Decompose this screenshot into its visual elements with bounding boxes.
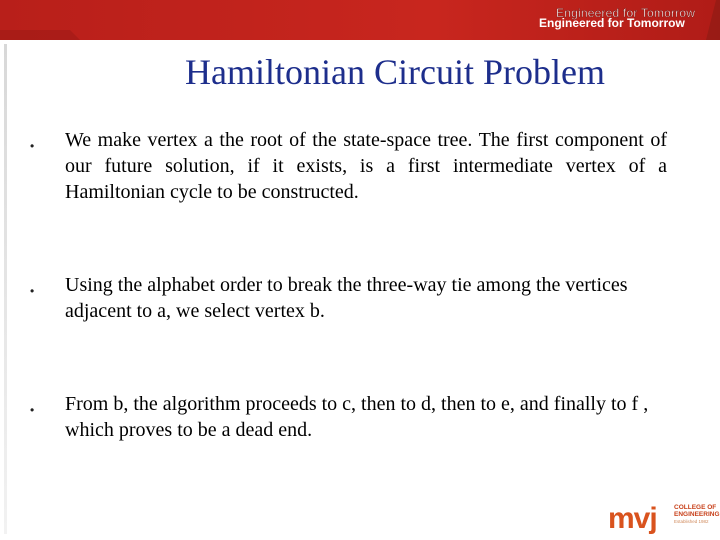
bullet-text: We make vertex a the root of the state-space tree. The first component of our future solution, if it exists, is a first intermediate vertex of a Hamiltonian cycle to be constructed. — [65, 129, 667, 203]
tagline: Engineered for Tomorrow — [539, 16, 685, 30]
logo-line-engineering: ENGINEERING — [674, 511, 720, 518]
bullet-marker: • — [30, 403, 35, 417]
tagline-ghost: Engineered for Tomorrow — [556, 6, 696, 20]
bullet-marker: • — [30, 139, 35, 153]
bullet-text: Using the alphabet order to break the three-way tie among the vertices adjacent to a, we select vertex b. — [65, 274, 628, 322]
bullet-text: From b, the algorithm proceeds to c, then to d, then to e, and finally to f , which proves to be a dead end. — [65, 393, 649, 441]
header-band — [0, 0, 720, 40]
college-logo — [608, 500, 720, 538]
logo-mark: mvj — [608, 502, 657, 535]
logo-line-college: COLLEGE OF — [674, 504, 717, 511]
logo-text — [674, 504, 718, 525]
slide-title: Hamiltonian Circuit Problem — [185, 52, 605, 92]
left-rule — [4, 44, 7, 534]
bullet-marker: • — [30, 284, 35, 298]
logo-line-established: Established 1982 — [674, 519, 709, 524]
